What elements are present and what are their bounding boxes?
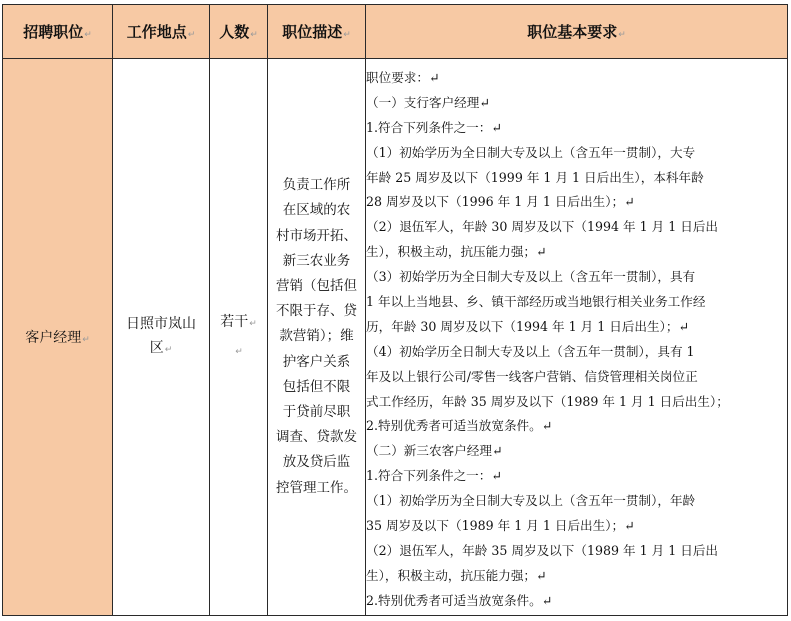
requirements-line: 年及以上银行公司/零售一线客户营销、信贷管理相关岗位正 [366,368,698,384]
description-line: 村市场开拓、 [276,227,357,244]
description-line: 于贷前尽职 [282,404,351,420]
requirements-cell [366,59,788,616]
headcount-value: 若干↵ [220,314,257,330]
description-line: 不限于存、贷 [276,303,357,320]
header-row [3,5,788,59]
requirements-line: 生），积极主动，抗压能力强；↵ [366,244,547,260]
recruitment-table [2,4,788,616]
requirements-line: （4）初始学历全日制大专及以上（含五年一贯制），具有 1 [366,343,695,359]
header-location: 工作地点↵ [113,5,210,59]
description-line: 款营销）；维 [279,328,354,345]
requirements-line: （一）支行客户经理↵ [366,94,490,110]
requirements-line: （1）初始学历为全日制大专及以上（含五年一贯制），年龄 [366,493,696,509]
requirements-line: 1.符合下列条件之一：↵ [366,119,502,135]
requirements-line: 式工作经历，年龄 35 周岁及以下（1989 年 1 月 1 日后出生）； [366,393,729,409]
requirements-line: 职位要求：↵ [366,70,440,85]
requirements-line: （2）退伍军人，年龄 35 周岁及以下（1989 年 1 月 1 日后出 [366,542,719,558]
description-line: 护客户关系 [282,353,351,370]
requirements-line: 1 年以上当地县、乡、镇干部经历或当地银行相关业务工作经 [366,294,706,310]
description-line: 放及贷后监 [282,454,351,471]
description-line: 控管理工作。 [276,479,357,496]
headcount-mark: ↵ [235,347,243,357]
header-requirements: 职位基本要求↵ [366,5,788,59]
description-line: 营销（包括但 [276,277,357,294]
description-cell [268,59,366,616]
requirements-line: （3）初始学历为全日制大专及以上（含五年一贯制），具有 [366,269,696,285]
header-position: 招聘职位↵ [3,5,113,59]
requirements-line: 2.特别优秀者可适当放宽条件。↵ [366,418,553,434]
requirements-line: 生），积极主动，抗压能力强；↵ [366,567,547,583]
description-line: 在区域的农 [282,202,351,219]
requirements-line: （2）退伍军人，年龄 30 周岁及以下（1994 年 1 月 1 日后出 [366,219,719,235]
description-line: 调查、贷款发 [276,429,357,446]
requirements-line: 2.特别优秀者可适当放宽条件。↵ [366,592,553,608]
table-row [3,59,788,616]
description-line: 负责工作所 [282,177,351,194]
position-cell: 客户经理↵ [3,59,113,616]
requirements-line: 1.符合下列条件之一：↵ [366,468,502,484]
location-cell [113,59,210,616]
requirements-line: 历，年龄 30 周岁及以下（1994 年 1 月 1 日后出生）；↵ [366,318,690,334]
location-line-1: 日照市岚山 [126,316,196,332]
requirements-line: 28 周岁及以下（1996 年 1 月 1 日后出生）；↵ [366,194,635,210]
requirements-line: （二）新三农客户经理↵ [366,443,503,459]
header-description: 职位描述↵ [268,5,366,59]
description-line: 包括但不限 [282,378,351,395]
requirements-line: （1）初始学历为全日制大专及以上（含五年一贯制），大专 [366,144,696,160]
location-line-2: 区↵ [149,340,173,356]
headcount-cell [210,59,268,616]
description-line: 新三农业务 [282,252,351,269]
requirements-line: 35 周岁及以下（1989 年 1 月 1 日后出生）；↵ [366,518,635,534]
requirements-line: 年龄 25 周岁及以下（1999 年 1 月 1 日后出生），本科年龄 [366,169,704,185]
header-headcount: 人数↵ [210,5,268,59]
